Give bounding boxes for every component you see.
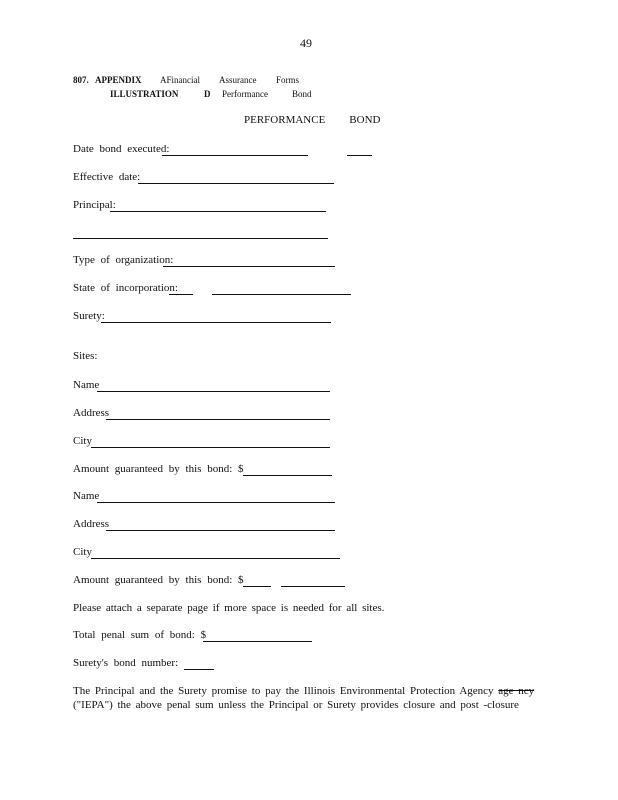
state-of-incorporation-line-2[interactable] (212, 294, 351, 295)
date-bond-executed-label: Date bond executed: (73, 143, 170, 155)
principal-label: Principal: (73, 199, 116, 211)
effective-date-label: Effective date: (73, 171, 141, 183)
header-illustration: ILLUSTRATION (110, 89, 179, 99)
type-of-organization-label: Type of organization: (73, 254, 174, 266)
sites-heading: Sites: (73, 350, 98, 362)
site1-name-label: Name (73, 379, 100, 391)
date-bond-executed-line[interactable] (162, 155, 308, 156)
site1-name-line[interactable] (97, 391, 330, 392)
document-title (244, 114, 380, 126)
paragraph-line-1-strikethrough: age ncy (498, 685, 535, 697)
header-section: 807. (73, 75, 89, 85)
principal-line-2[interactable] (73, 238, 328, 239)
paragraph-line-1 (73, 685, 534, 697)
header-assurance: Assurance (219, 75, 257, 85)
header-d: D (204, 89, 211, 99)
header-afinancial: AFinancial (160, 75, 200, 85)
site1-city-line[interactable] (91, 447, 330, 448)
type-of-organization-line[interactable] (163, 266, 335, 267)
title-bond: BOND (349, 114, 381, 126)
site2-name-line[interactable] (97, 502, 335, 503)
total-penal-sum-line[interactable] (203, 641, 312, 642)
page-number: 49 (300, 36, 312, 50)
site2-name-label: Name (73, 490, 100, 502)
header-forms: Forms (276, 75, 300, 85)
header-bond: Bond (292, 89, 312, 99)
site1-amount-line[interactable] (243, 475, 332, 476)
site2-amount-line-2[interactable] (281, 586, 345, 587)
paragraph-line-2: ("IEPA") the above penal sum unless the Principal or Surety provides closure and post -closure (73, 699, 519, 711)
surety-line[interactable] (101, 322, 331, 323)
site1-amount-label: Amount guaranteed by this bond: $ (73, 463, 244, 475)
additional-sites-note: Please attach a separate page if more space is needed for all sites. (73, 602, 385, 614)
surety-bond-number-line[interactable] (184, 669, 214, 670)
site2-amount-line[interactable] (243, 586, 271, 587)
header-performance: Performance (222, 89, 268, 99)
site2-city-line[interactable] (91, 558, 340, 559)
site1-address-line[interactable] (106, 419, 330, 420)
effective-date-line[interactable] (138, 183, 334, 184)
site2-amount-label: Amount guaranteed by this bond: $ (73, 574, 244, 586)
date-bond-executed-line-2[interactable] (347, 155, 372, 156)
total-penal-sum-label: Total penal sum of bond: $ (73, 629, 207, 641)
surety-bond-number-label: Surety's bond number: (73, 657, 179, 669)
paragraph-line-1-text: The Principal and the Surety promise to pay the Illinois Environmental Protection Agency (73, 685, 494, 697)
title-performance: PERFORMANCE (244, 114, 326, 126)
principal-line[interactable] (110, 211, 326, 212)
site1-address-label: Address (73, 407, 110, 419)
site1-city-label: City (73, 435, 92, 447)
site2-address-line[interactable] (106, 530, 335, 531)
state-of-incorporation-line[interactable] (169, 294, 193, 295)
surety-label: Surety: (73, 310, 105, 322)
site2-address-label: Address (73, 518, 110, 530)
state-of-incorporation-label: State of incorporation: (73, 282, 178, 294)
header-appendix: APPENDIX (95, 75, 142, 85)
site2-city-label: City (73, 546, 92, 558)
